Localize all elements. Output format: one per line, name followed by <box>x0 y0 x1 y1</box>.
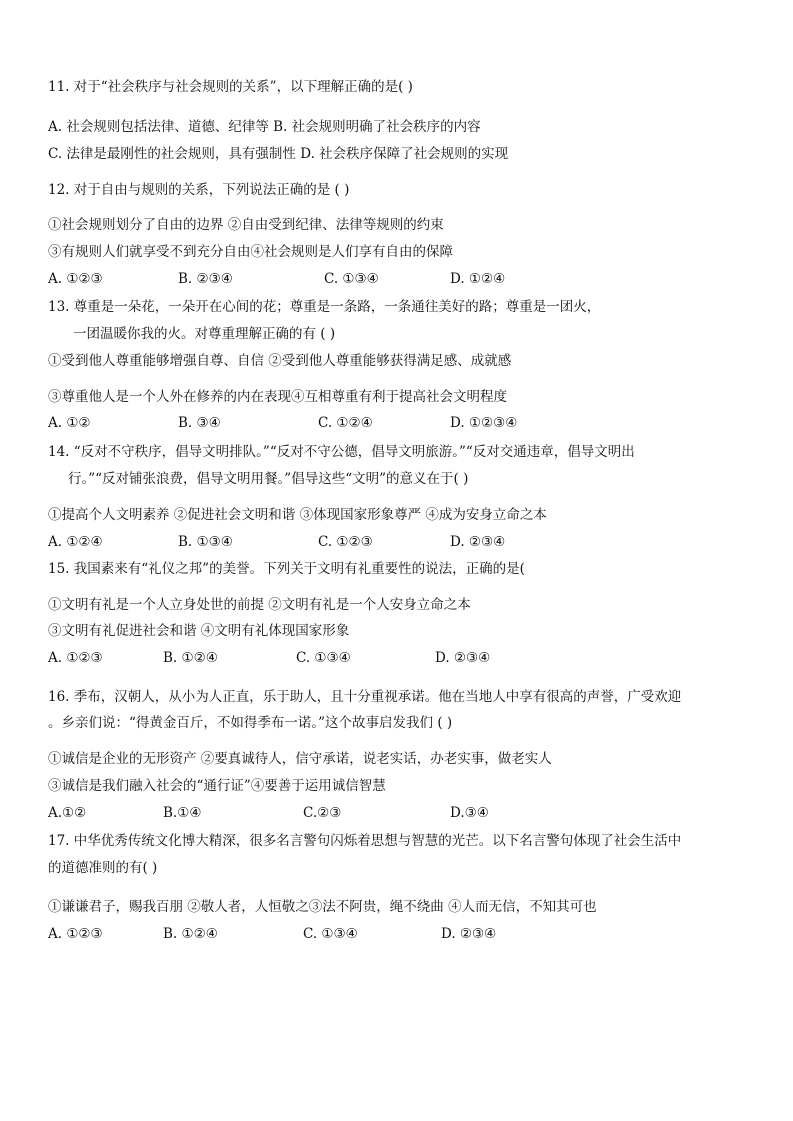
question-17-option-d: D. ②③④ <box>441 926 497 942</box>
question-13-statement: ①受到他人尊重能够增强自尊、自信 ②受到他人尊重能够获得满足感、成就感 <box>48 353 512 369</box>
question-17-option-c: C. ①③④ <box>303 926 358 942</box>
question-14-stem: 14. “反对不守秩序，倡导文明排队。”“反对不守公德，倡导文明旅游。”“反对交通违章，倡导文明出 <box>48 444 635 460</box>
question-12-stem: 12. 对于自由与规则的关系，下列说法正确的是 ( ) <box>48 182 350 198</box>
question-13-stem-cont: 一团温暖你我的火。对尊重理解正确的有 ( ) <box>73 326 336 342</box>
question-15-statement: ①文明有礼是一个人立身处世的前提 ②文明有礼是一个人安身立命之本 <box>48 597 471 613</box>
question-11-option-line: A. 社会规则包括法律、道德、纪律等 B. 社会规则明确了社会秩序的内容 <box>48 119 481 135</box>
question-13-option-c: C. ①②④ <box>318 415 373 431</box>
question-14-statement: ①提高个人文明素养 ②促进社会文明和谐 ③体现国家形象尊严 ④成为安身立命之本 <box>48 507 547 523</box>
question-15-option-d: D. ②③④ <box>435 650 491 666</box>
question-17-stem-cont: 的道德准则的有( ) <box>48 860 158 876</box>
question-13-option-b: B. ③④ <box>178 415 221 431</box>
question-13-option-a: A. ①② <box>48 415 91 431</box>
question-15-statement: ③文明有礼促进社会和谐 ④文明有礼体现国家形象 <box>48 623 350 639</box>
question-11-option-line: C. 法律是最刚性的社会规则，具有强制性 D. 社会秩序保障了社会规则的实现 <box>48 146 509 162</box>
question-13-statement: ③尊重他人是一个人外在修养的内在表现④互相尊重有利于提高社会文明程度 <box>48 389 507 405</box>
question-15-stem: 15. 我国素来有“礼仪之邦”的美誉。下列关于文明有礼重要性的说法，正确的是( <box>48 561 525 577</box>
question-14-option-a: A. ①②④ <box>48 534 103 550</box>
question-16-stem-cont: 。乡亲们说：“得黄金百斤，不如得季布一诺。”这个故事启发我们 ( ) <box>48 715 453 731</box>
question-14-option-c: C. ①②③ <box>318 534 373 550</box>
question-16-option-a: A.①② <box>48 805 87 821</box>
question-17-statement: ①谦谦君子，赐我百朋 ②敬人者，人恒敬之③法不阿贵，绳不绕曲 ④人而无信，不知其可也 <box>48 899 597 915</box>
question-12-option-b: B. ②③④ <box>178 271 233 287</box>
question-15-option-c: C. ①③④ <box>296 650 351 666</box>
question-14-option-b: B. ①③④ <box>178 534 233 550</box>
question-12-statement: ③有规则人们就享受不到充分自由④社会规则是人们享有自由的保障 <box>48 244 453 260</box>
question-11-stem: 11. 对于“社会秩序与社会规则的关系”，以下理解正确的是( ) <box>48 79 413 95</box>
question-16-statement: ③诚信是我们融入社会的“通行证”④要善于运用诚信智慧 <box>48 778 386 794</box>
question-14-stem-cont: 行。”“反对铺张浪费，倡导文明用餐。”倡导这些“文明”的意义在于( ) <box>68 471 469 487</box>
question-16-option-d: D.③④ <box>450 805 489 821</box>
question-17-option-b: B. ①②④ <box>163 926 218 942</box>
question-16-option-c: C.②③ <box>303 805 342 821</box>
question-16-statement: ①诚信是企业的无形资产 ②要真诚待人，信守承诺，说老实话，办老实事，做老实人 <box>48 751 552 767</box>
question-15-option-a: A. ①②③ <box>48 650 103 666</box>
question-12-option-a: A. ①②③ <box>48 271 103 287</box>
question-17-option-a: A. ①②③ <box>48 926 103 942</box>
question-13-option-d: D. ①②③④ <box>450 415 518 431</box>
question-12-statement: ①社会规则划分了自由的边界 ②自由受到纪律、法律等规则的约束 <box>48 217 444 233</box>
question-15-option-b: B. ①②④ <box>163 650 218 666</box>
question-13-stem: 13. 尊重是一朵花，一朵开在心间的花；尊重是一条路，一条通往美好的路；尊重是一团火， <box>48 299 601 315</box>
question-17-stem: 17. 中华优秀传统文化博大精深，很多名言警句闪烁着思想与智慧的光芒。以下名言警句体现了社会生活中 <box>48 833 682 849</box>
question-14-option-d: D. ②③④ <box>450 534 506 550</box>
question-16-option-b: B.①④ <box>163 805 202 821</box>
question-12-option-c: C. ①③④ <box>324 271 379 287</box>
question-12-option-d: D. ①②④ <box>450 271 506 287</box>
question-16-stem: 16. 季布，汉朝人，从小为人正直，乐于助人，且十分重视承诺。他在当地人中享有很高的声誉，广受欢迎 <box>48 689 682 705</box>
